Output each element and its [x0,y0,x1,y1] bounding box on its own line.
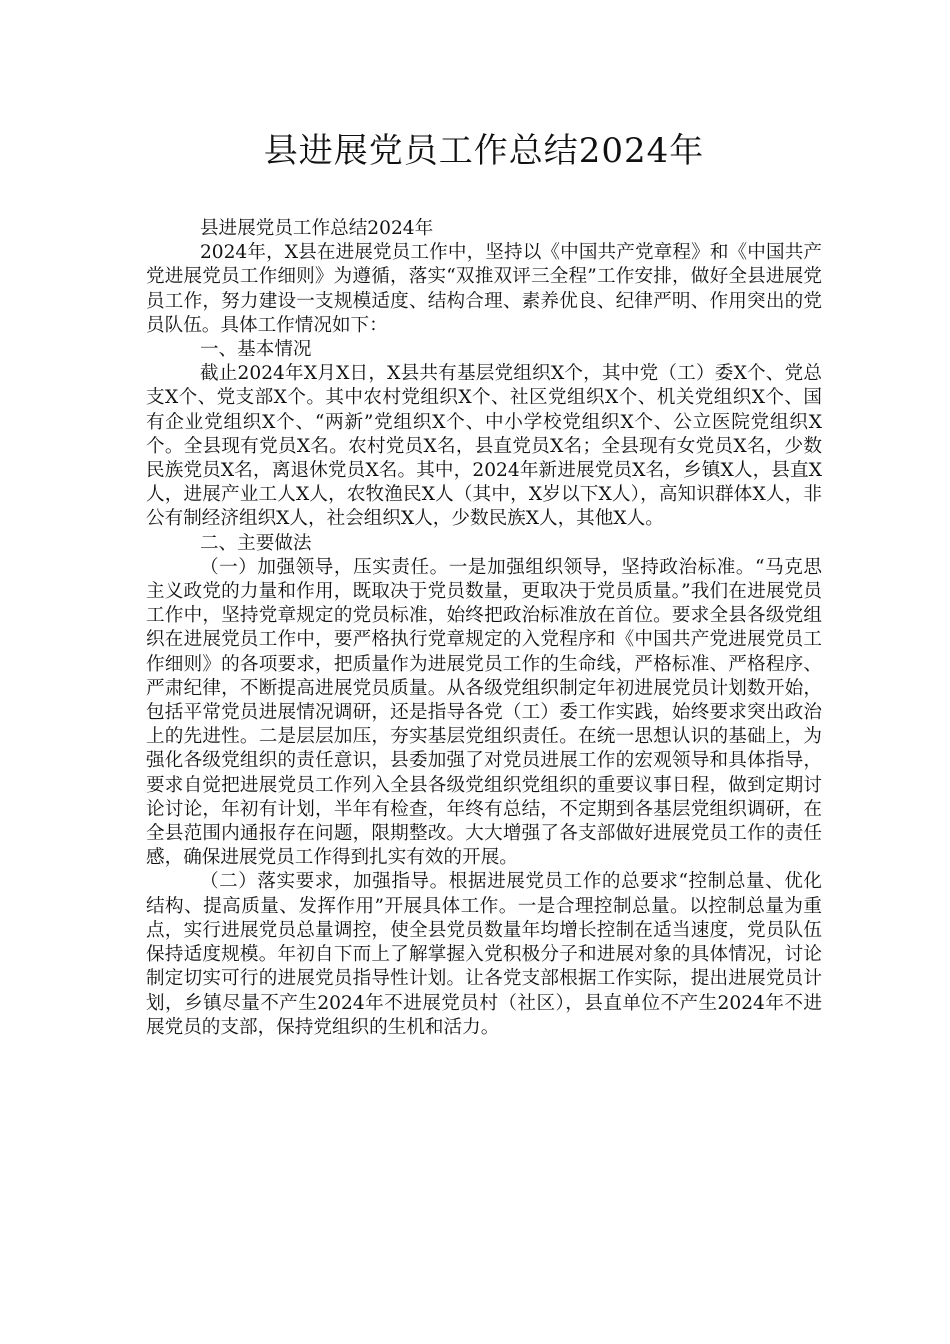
document-body [146,217,822,1040]
document-page [146,125,822,1040]
paragraph-basic-situation: 截止2024年X月X日，X县共有基层党组织X个，其中党（工）委X个、党总支X个、党支部X个。其中农村党组织X个、社区党组织X个、机关党组织X个、国有企业党组织X个、“两新”党组织X个、中小学校党组织X个、公立医院党组织X个。全县现有党员X名。农村党员X名，县直党员X名；全县现有女党员X名，少数民族党员X名，离退休党员X名。其中，2024年新进展党员X名，乡镇X人，县直X人，进展产业工人X人，农牧渔民X人（其中，X岁以下X人），高知识群体X人，非公有制经济组织X人，社会组织X人，少数民族X人，其他X人。 [146,363,822,530]
section-heading-main-practices: 二、主要做法 [199,532,312,554]
paragraph-requirements: （二）落实要求，加强指导。根据进展党员工作的总要求“控制总量、优化结构、提高质量、发挥作用”开展具体工作。一是合理控制总量。以控制总量为重点，实行进展党员总量调控，使全县党员数量年均增长控制在适当速度，党员队伍保持适度规模。年初自下而上了解掌握入党积极分子和进展对象的具体情况，讨论制定切实可行的进展党员指导性计划。让各党支部根据工作实际，提出进展党员计划，乡镇尽量不产生2024年不进展党员村（社区），县直单位不产生2024年不进展党员的支部，保持党组织的生机和活力。 [146,871,822,1038]
document-title: 县进展党员工作总结2024年 [263,131,705,171]
paragraph-intro: 2024年，X县在进展党员工作中，坚持以《中国共产党章程》和《中国共产党进展党员工作细则》为遵循，落实“双推双评三全程”工作安排，做好全县进展党员工作，努力建设一支规模适度、结构合理、素养优良、纪律严明、作用突出的党员队伍。具体工作情况如下： [146,242,822,336]
section-heading-basic-situation: 一、基本情况 [199,339,312,361]
paragraph-leadership: （一）加强领导，压实责任。一是加强组织领导，坚持政治标准。“马克思主义政党的力量和作用，既取决于党员数量，更取决于党员质量。”我们在进展党员工作中，坚持党章规定的党员标准，始终把政治标准放在首位。要求全县各级党组织在进展党员工作中，要严格执行党章规定的入党程序和《中国共产党进展党员工作细则》的各项要求，把质量作为进展党员工作的生命线，严格标准、严格程序、严肃纪律，不断提高进展党员质量。从各级党组织制定年初进展党员计划数开始，包括平常党员进展情况调研，还是指导各党（工）委工作实践，始终要求突出政治上的先进性。二是层层加压，夯实基层党组织责任。在统一思想认识的基础上，为强化各级党组织的责任意识，县委加强了对党员进展工作的宏观领导和具体指导，要求自觉把进展党员工作列入全县各级党组织党组织的重要议事日程，做到定期讨论讨论，年初有计划，半年有检查，年终有总结，不定期到各基层党组织调研，在全县范围内通报存在问题，限期整改。大大增强了各支部做好进展党员工作的责任感，确保进展党员工作得到扎实有效的开展。 [146,556,822,869]
paragraph-subtitle: 县进展党员工作总结2024年 [199,218,434,239]
